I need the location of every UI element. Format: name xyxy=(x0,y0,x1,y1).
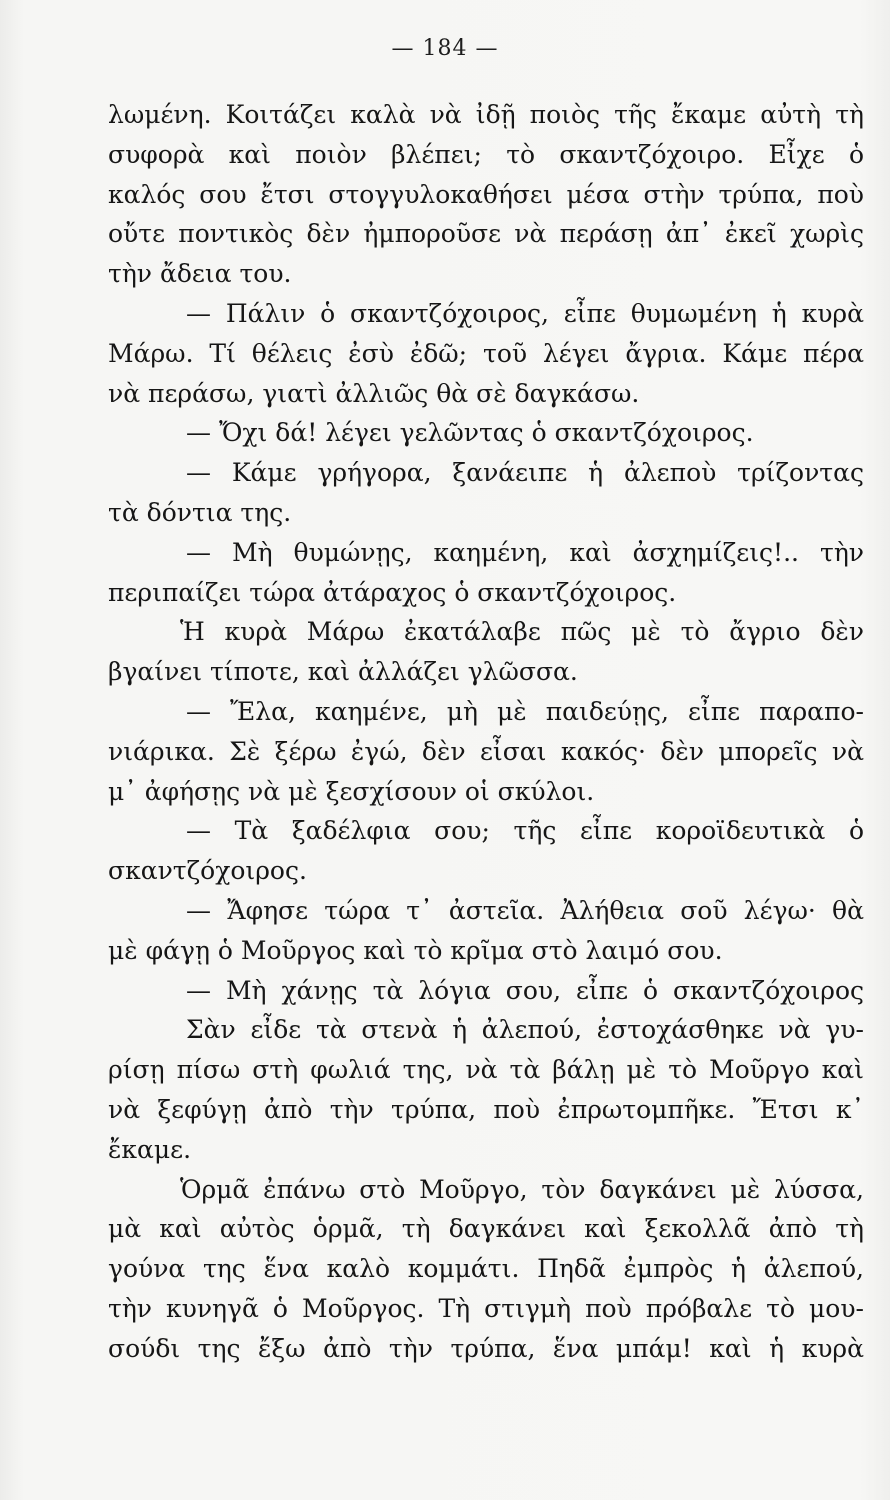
text-line: συφορὰ καὶ ποιὸν βλέπει; τὸ σκαντζόχοιρο. Εἶχε ὁ xyxy=(108,139,864,169)
text-line: νὰ περάσω, γιατὶ ἀλλιῶς θὰ σὲ δαγκάσω. xyxy=(108,378,640,408)
text-line: Ὁρμᾶ ἐπάνω στὸ Μοῦργο, τὸν δαγκάνει μὲ λύσσα, xyxy=(180,1174,864,1204)
text-line: νὰ ξεφύγῃ ἀπὸ τὴν τρύπα, ποὺ ἐπρωτομπῆκε. Ἔτσι κ᾽ xyxy=(108,1094,864,1124)
text-line: ἔκαμε. xyxy=(108,1134,192,1164)
text-line: μ᾽ ἀφήσῃς νὰ μὲ ξεσχίσουν οἱ σκύλοι. xyxy=(108,776,595,806)
text-line: τὴν κυνηγᾶ ὁ Μοῦργος. Τὴ στιγμὴ ποὺ πρόβαλε τὸ μου- xyxy=(108,1293,864,1323)
text-line: λωμένη. Κοιτάζει καλὰ νὰ ἰδῇ ποιὸς τῆς ἔκαμε αὐτὴ τὴ xyxy=(108,100,864,129)
text-line: — Πάλιν ὁ σκαντζόχοιρος, εἶπε θυμωμένη ἡ κυρὰ xyxy=(186,298,864,328)
page-number: — 184 — xyxy=(391,36,499,61)
page-body-text xyxy=(108,95,864,1369)
text-line: περιπαίζει τώρα ἀτάραχος ὁ σκαντζόχοιρος. xyxy=(108,577,677,607)
text-line: Ἡ κυρὰ Μάρω ἐκατάλαβε πῶς μὲ τὸ ἄγριο δὲν xyxy=(180,617,864,647)
text-line: καλός σου ἔτσι στογγυλοκαθήσει μέσα στὴν τρύπα, ποὺ xyxy=(108,179,864,209)
text-line: — Ἔλα, καημένε, μὴ μὲ παιδεύῃς, εἶπε παραπο- xyxy=(186,696,864,726)
text-line: τὴν ἄδεια του. xyxy=(108,259,292,289)
text-line: τὰ δόντια της. xyxy=(108,497,292,527)
text-line: μὲ φάγῃ ὁ Μοῦργος καὶ τὸ κρῖμα στὸ λαιμό σου. xyxy=(108,935,723,965)
text-line: Μάρω. Τί θέλεις ἐσὺ ἐδῶ; τοῦ λέγει ἄγρια. Κάμε πέρα xyxy=(108,338,864,368)
text-line: — Μὴ χάνῃς τὰ λόγια σου, εἶπε ὁ σκαντζόχοιρος xyxy=(186,975,864,1005)
text-line: οὔτε ποντικὸς δὲν ἠμποροῦσε νὰ περάσῃ ἀπ᾽ ἐκεῖ χωρὶς xyxy=(108,219,864,249)
text-line: — Κάμε γρήγορα, ξανάειπε ἡ ἀλεποὺ τρίζοντας xyxy=(186,458,864,488)
text-line: βγαίνει τίποτε, καὶ ἀλλάζει γλῶσσα. xyxy=(108,657,578,687)
text-line: γούνα της ἕνα καλὸ κομμάτι. Πηδᾶ ἐμπρὸς ἡ ἀλεπού, xyxy=(108,1254,864,1284)
text-line: — Τὰ ξαδέλφια σου; τῆς εἶπε κοροϊδευτικὰ ὁ xyxy=(186,816,864,846)
text-line: Σὰν εἶδε τὰ στενὰ ἡ ἀλεπού, ἐστοχάσθηκε νὰ γυ- xyxy=(186,1015,864,1045)
text-line: σκαντζόχοιρος. xyxy=(108,856,307,886)
text-line: σούδι της ἔξω ἀπὸ τὴν τρύπα, ἕνα μπάμ! καὶ ἡ κυρὰ xyxy=(108,1333,864,1363)
text-line: μὰ καὶ αὐτὸς ὁρμᾶ, τὴ δαγκάνει καὶ ξεκολλᾶ ἀπὸ τὴ xyxy=(108,1214,864,1244)
text-line: — Ὄχι δά! λέγει γελῶντας ὁ σκαντζόχοιρος. xyxy=(186,418,754,448)
text-line: ρίσῃ πίσω στὴ φωλιά της, νὰ τὰ βάλῃ μὲ τὸ Μοῦργο καὶ xyxy=(108,1055,864,1085)
text-line: — Μὴ θυμώνῃς, καημένη, καὶ ἀσχημίζεις!.. τὴν xyxy=(186,537,864,567)
text-line: — Ἄφησε τώρα τ᾽ ἀστεῖα. Ἀλήθεια σοῦ λέγω· θὰ xyxy=(186,895,864,925)
text-line: νιάρικα. Σὲ ξέρω ἐγώ, δὲν εἶσαι κακός· δὲν μπορεῖς νὰ xyxy=(108,736,864,766)
